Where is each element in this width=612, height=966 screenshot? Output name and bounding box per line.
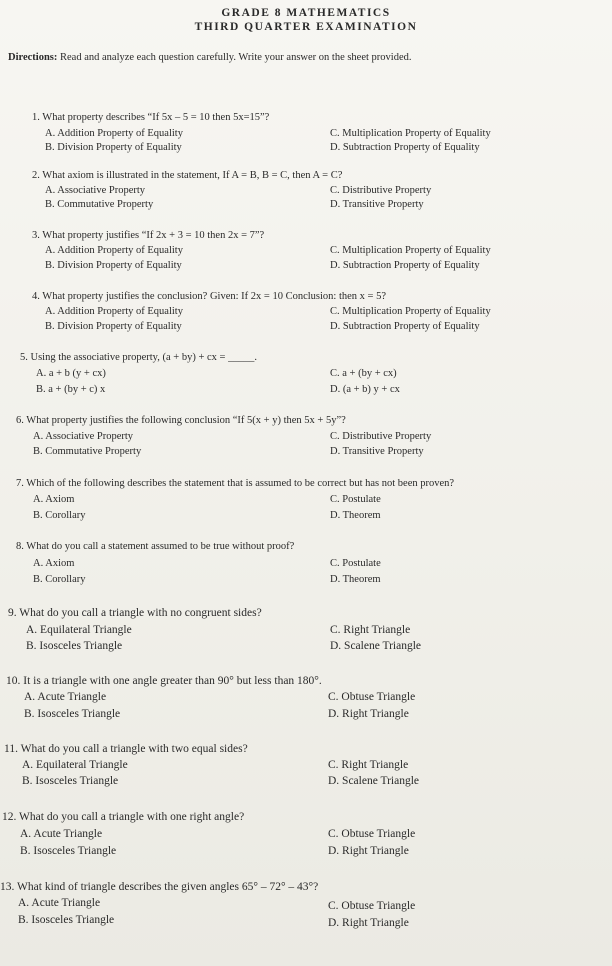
option-d: D. Transitive Property	[330, 199, 424, 210]
question-stem: 4. What property justifies the conclusion? Given: If 2x = 10 Conclusion: then x = 5?	[32, 291, 387, 302]
option-b: B. Corollary	[33, 574, 86, 585]
option-d: D. Theorem	[330, 574, 381, 585]
option-d: D. (a + b) y + cx	[330, 384, 400, 395]
option-a: A. Addition Property of Equality	[45, 306, 183, 317]
option-d: D. Right Triangle	[328, 917, 409, 929]
option-d: D. Scalene Triangle	[330, 640, 422, 652]
option-d: D. Scalene Triangle	[328, 775, 420, 787]
option-a: A. Equilateral Triangle	[22, 759, 128, 771]
option-b: B. Division Property of Equality	[45, 142, 182, 153]
option-a: A. Addition Property of Equality	[45, 128, 183, 139]
option-a: A. Equilateral Triangle	[26, 624, 132, 636]
question-stem: 11. What do you call a triangle with two equal sides?	[4, 743, 248, 755]
option-d: D. Right Triangle	[328, 845, 409, 857]
option-a: A. Acute Triangle	[20, 828, 103, 840]
option-b: B. Isosceles Triangle	[24, 708, 121, 720]
question-stem: 8. What do you call a statement assumed to be true without proof?	[16, 541, 295, 552]
question-stem: 1. What property describes “If 5x – 5 = 10 then 5x=15”?	[32, 112, 270, 123]
option-c: C. Right Triangle	[330, 624, 411, 636]
option-b: B. Isosceles Triangle	[26, 640, 123, 652]
exam-header	[0, 0, 612, 34]
option-b: B. Commutative Property	[45, 199, 154, 210]
option-c: C. Obtuse Triangle	[328, 691, 416, 703]
question-stem: 12. What do you call a triangle with one right angle?	[2, 811, 245, 823]
option-b: B. Isosceles Triangle	[20, 845, 117, 857]
option-c: C. Distributive Property	[330, 431, 432, 442]
option-d: D. Theorem	[330, 510, 381, 521]
option-c: C. Multiplication Property of Equality	[330, 128, 491, 139]
option-d: D. Right Triangle	[328, 708, 409, 720]
question-stem: 2. What axiom is illustrated in the statement, If A = B, B = C, then A = C?	[32, 170, 343, 181]
option-d: D. Transitive Property	[330, 446, 424, 457]
directions	[8, 52, 412, 63]
exam-subtitle: THIRD QUARTER EXAMINATION	[194, 21, 418, 33]
option-d: D. Subtraction Property of Equality	[330, 260, 480, 271]
option-c: C. Postulate	[330, 494, 381, 505]
option-a: A. a + b (y + cx)	[36, 368, 106, 379]
option-b: B. Isosceles Triangle	[18, 914, 115, 926]
option-b: B. Corollary	[33, 510, 86, 521]
question-stem: 9. What do you call a triangle with no congruent sides?	[8, 607, 262, 619]
option-b: B. Isosceles Triangle	[22, 775, 119, 787]
option-d: D. Subtraction Property of Equality	[330, 142, 480, 153]
option-a: A. Addition Property of Equality	[45, 245, 183, 256]
option-c: C. Postulate	[330, 558, 381, 569]
option-c: C. Right Triangle	[328, 759, 409, 771]
question-stem: 7. Which of the following describes the statement that is assumed to be correct but has not been proven?	[16, 478, 455, 489]
option-d: D. Subtraction Property of Equality	[330, 321, 480, 332]
directions-label: Directions:	[8, 52, 58, 63]
option-c: C. Multiplication Property of Equality	[330, 245, 491, 256]
option-b: B. Commutative Property	[33, 446, 142, 457]
directions-text: Read and analyze each question carefully. Write your answer on the sheet provided.	[57, 52, 412, 63]
question-stem: 13. What kind of triangle describes the given angles 65° – 72° – 43°?	[0, 881, 319, 893]
option-b: B. Division Property of Equality	[45, 321, 182, 332]
option-c: C. Distributive Property	[330, 185, 432, 196]
option-a: A. Associative Property	[33, 431, 134, 442]
option-c: C. Obtuse Triangle	[328, 828, 416, 840]
option-a: A. Associative Property	[45, 185, 146, 196]
option-a: A. Acute Triangle	[18, 897, 101, 909]
question-stem: 5. Using the associative property, (a + by) + cx = _____.	[20, 352, 257, 363]
exam-title: GRADE 8 MATHEMATICS	[221, 7, 391, 19]
option-c: C. a + (by + cx)	[330, 368, 397, 379]
option-c: C. Obtuse Triangle	[328, 900, 416, 912]
option-c: C. Multiplication Property of Equality	[330, 306, 491, 317]
question-stem: 6. What property justifies the following conclusion “If 5(x + y) then 5x + 5y”?	[16, 415, 346, 426]
option-a: A. Acute Triangle	[24, 691, 107, 703]
option-b: B. Division Property of Equality	[45, 260, 182, 271]
option-a: A. Axiom	[33, 558, 75, 569]
question-stem: 3. What property justifies “If 2x + 3 = 10 then 2x = 7”?	[32, 230, 265, 241]
option-b: B. a + (by + c) x	[36, 384, 106, 395]
question-stem: 10. It is a triangle with one angle greater than 90° but less than 180°.	[6, 675, 322, 687]
option-a: A. Axiom	[33, 494, 75, 505]
